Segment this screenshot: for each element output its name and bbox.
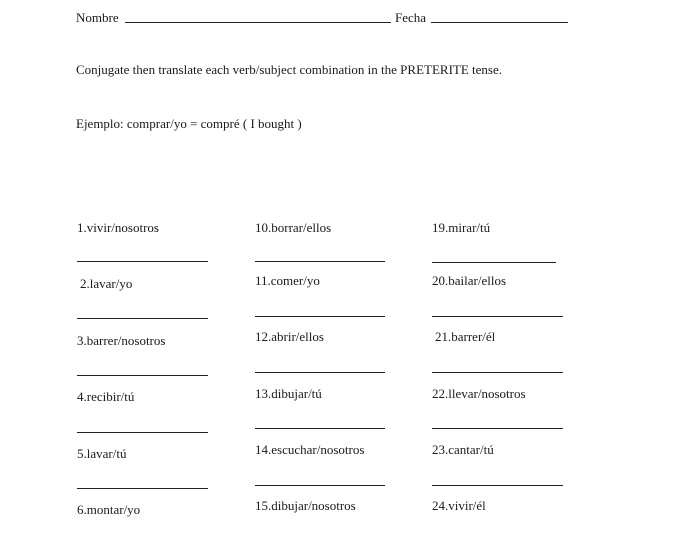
exercise-item: 2.lavar/yo — [80, 276, 133, 291]
answer-blank[interactable] — [432, 372, 563, 373]
exercise-item: 1.vivir/nosotros — [77, 220, 159, 235]
exercise-item: 11.comer/yo — [255, 273, 320, 288]
answer-blank[interactable] — [255, 261, 385, 262]
answer-blank[interactable] — [432, 316, 563, 317]
nombre-blank[interactable] — [125, 22, 391, 23]
exercise-item: 13.dibujar/tú — [255, 386, 322, 401]
answer-blank[interactable] — [77, 488, 208, 489]
instructions: Conjugate then translate each verb/subject combination in the PRETERITE tense. — [76, 62, 502, 77]
answer-blank[interactable] — [255, 316, 385, 317]
answer-blank[interactable] — [77, 432, 208, 433]
exercise-item: 14.escuchar/nosotros — [255, 442, 365, 457]
exercise-item: 12.abrir/ellos — [255, 329, 324, 344]
fecha-label: Fecha — [395, 10, 427, 25]
exercise-item: 23.cantar/tú — [432, 442, 494, 457]
exercise-item: 21.barrer/él — [435, 329, 496, 344]
exercise-item: 10.borrar/ellos — [255, 220, 332, 235]
answer-blank[interactable] — [77, 318, 208, 319]
exercise-item: 5.lavar/tú — [77, 446, 127, 461]
answer-blank[interactable] — [255, 372, 385, 373]
exercise-item: 19.mirar/tú — [432, 220, 491, 235]
fecha-blank[interactable] — [431, 22, 568, 23]
exercise-item: 6.montar/yo — [77, 502, 141, 517]
nombre-label: Nombre — [76, 10, 119, 25]
answer-blank[interactable] — [77, 375, 208, 376]
exercise-item: 20.bailar/ellos — [432, 273, 507, 288]
exercise-item: 4.recibir/tú — [77, 389, 135, 404]
exercise-item: 3.barrer/nosotros — [77, 333, 166, 348]
answer-blank[interactable] — [255, 428, 385, 429]
example: Ejemplo: comprar/yo = compré ( I bought ) — [76, 116, 302, 131]
exercise-item: 22.llevar/nosotros — [432, 386, 526, 401]
answer-blank[interactable] — [432, 485, 563, 486]
answer-blank[interactable] — [255, 485, 385, 486]
answer-blank[interactable] — [77, 261, 208, 262]
answer-blank[interactable] — [432, 262, 556, 263]
exercise-item: 24.vivir/él — [432, 498, 486, 513]
exercise-item: 15.dibujar/nosotros — [255, 498, 356, 513]
answer-blank[interactable] — [432, 428, 563, 429]
